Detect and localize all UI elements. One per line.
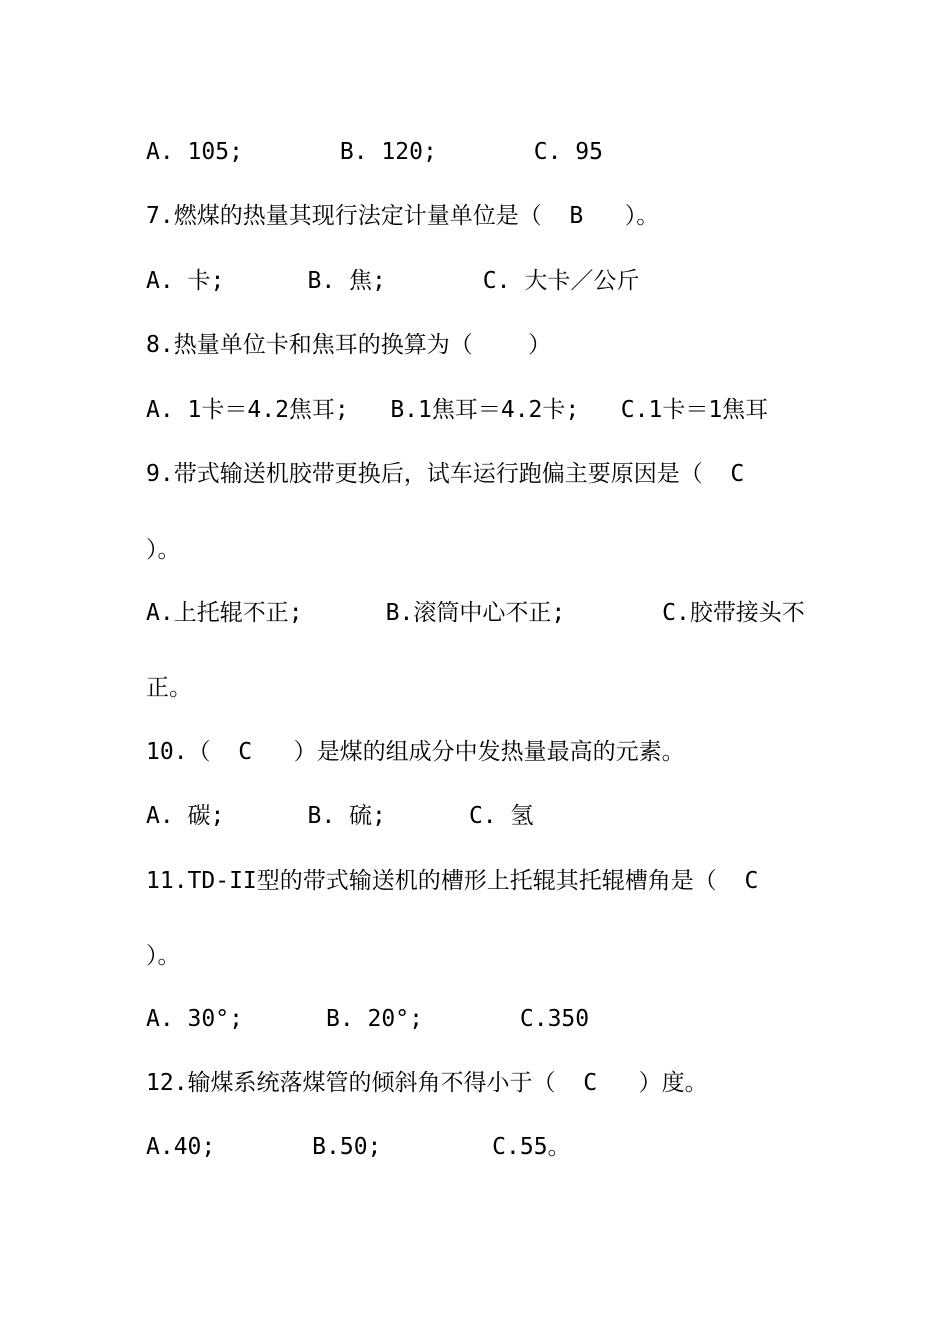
q7-options: A. 卡; B. 焦; C. 大卡／公斤 <box>146 268 640 294</box>
q10-question: 10.（ C ）是煤的组成分中发热量最高的元素。 <box>146 739 685 765</box>
q11-question: 11.TD-II型的带式输送机的槽形上托辊其托辊槽角是（ C <box>146 868 759 894</box>
q12-question: 12.输煤系统落煤管的倾斜角不得小于（ C ）度。 <box>146 1070 708 1096</box>
q11-question-continued: ）。 <box>146 943 181 969</box>
q8-options: A. 1卡＝4.2焦耳; B.1焦耳＝4.2卡; C.1卡＝1焦耳 <box>146 397 769 423</box>
q9-question: 9.带式输送机胶带更换后，试车运行跑偏主要原因是（ C <box>146 461 745 487</box>
q9-options: A.上托辊不正; B.滚筒中心不正; C.胶带接头不 <box>146 600 805 626</box>
q9-options-continued: 正。 <box>146 675 192 701</box>
q11-options: A. 30°; B. 20°; C.350 <box>146 1006 590 1032</box>
q8-question: 8.热量单位卡和焦耳的换算为（ ） <box>146 332 552 358</box>
q7-question: 7.燃煤的热量其现行法定计量单位是（ B ）。 <box>146 203 660 229</box>
q6-options: A. 105; B. 120; C. 95 <box>146 139 603 165</box>
q9-question-continued: ）。 <box>146 537 181 563</box>
q10-options: A. 碳; B. 硫; C. 氢 <box>146 803 534 829</box>
q12-options: A.40; B.50; C.55。 <box>146 1134 571 1160</box>
